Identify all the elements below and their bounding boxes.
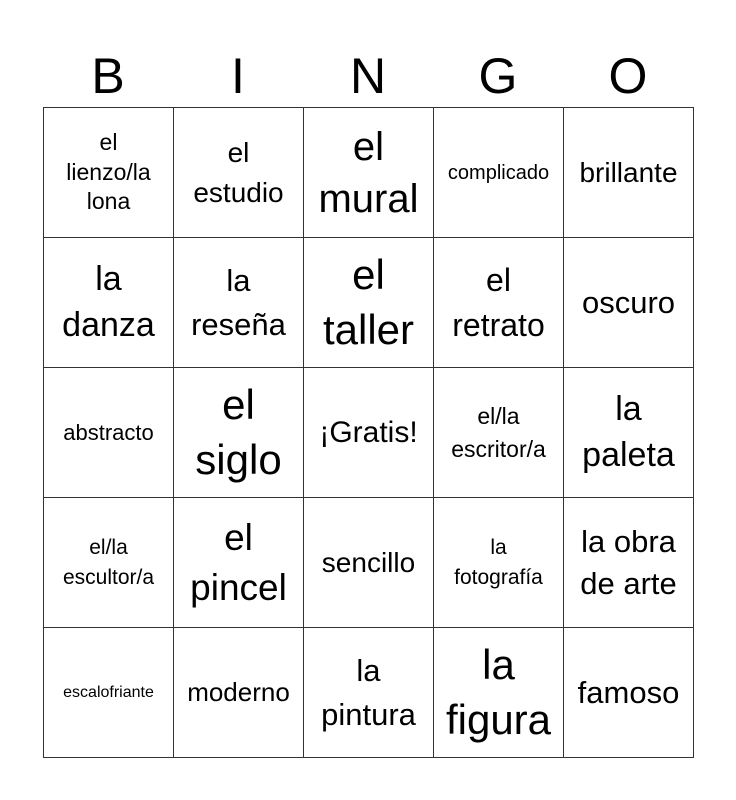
bingo-cell[interactable] [174,238,304,368]
bingo-cell[interactable] [434,628,564,758]
cell-text: el mural [318,124,419,221]
bingo-cell[interactable] [44,238,174,368]
cell-text: brillante [579,156,678,188]
header-letter-o: O [608,48,648,104]
header-letter-b: B [91,48,125,104]
header-letter-n: N [349,48,387,104]
cell-text: el taller [322,250,415,353]
cell-text: moderno [187,677,290,708]
bingo-cell[interactable] [564,628,694,758]
bingo-cell[interactable] [44,108,174,238]
cell-text: escalofriante [63,683,154,701]
bingo-board [43,107,694,758]
header-letter-g: G [478,48,518,104]
bingo-cell[interactable] [434,108,564,238]
bingo-cell[interactable] [174,108,304,238]
cell-text: abstracto [63,419,154,445]
bingo-cell[interactable] [434,368,564,498]
cell-text: el/la escultor/a [62,536,155,589]
bingo-cell[interactable] [174,628,304,758]
bingo-cell[interactable] [564,108,694,238]
cell-text: famoso [577,674,680,710]
bingo-cell[interactable] [564,238,694,368]
cell-text: ¡Gratis! [319,415,418,449]
bingo-cell[interactable] [564,368,694,498]
bingo-cell[interactable] [434,498,564,628]
header-letter-i: I [231,48,245,104]
cell-text: el pincel [190,516,287,608]
cell-text: oscuro [581,284,676,320]
cell-text: la reseña [191,263,286,342]
bingo-cell[interactable] [44,628,174,758]
bingo-cell[interactable] [174,498,304,628]
cell-text: el/la escritor/a [451,403,546,462]
cell-text: complicado [447,161,550,184]
bingo-cell[interactable] [304,108,434,238]
bingo-cell[interactable] [564,498,694,628]
cell-text: sencillo [321,546,416,578]
cell-text: el retrato [452,261,545,343]
bingo-cell[interactable] [44,368,174,498]
cell-text: el estudio [193,137,284,208]
bingo-cell[interactable] [44,498,174,628]
cell-text: la fotografía [454,536,543,589]
bingo-cell[interactable] [304,238,434,368]
cell-text: el lienzo/la lona [66,128,151,215]
cell-text: la pintura [321,653,416,732]
cell-text: el siglo [195,380,282,483]
cell-text: la paleta [582,389,675,474]
bingo-cell[interactable] [304,628,434,758]
cell-text: la danza [62,259,155,344]
bingo-cell[interactable] [434,238,564,368]
cell-text: la obra de arte [580,523,677,601]
bingo-header [43,44,693,108]
bingo-cell[interactable] [304,498,434,628]
bingo-cell[interactable] [174,368,304,498]
cell-text: la figura [445,640,552,743]
bingo-cell[interactable] [304,368,434,498]
